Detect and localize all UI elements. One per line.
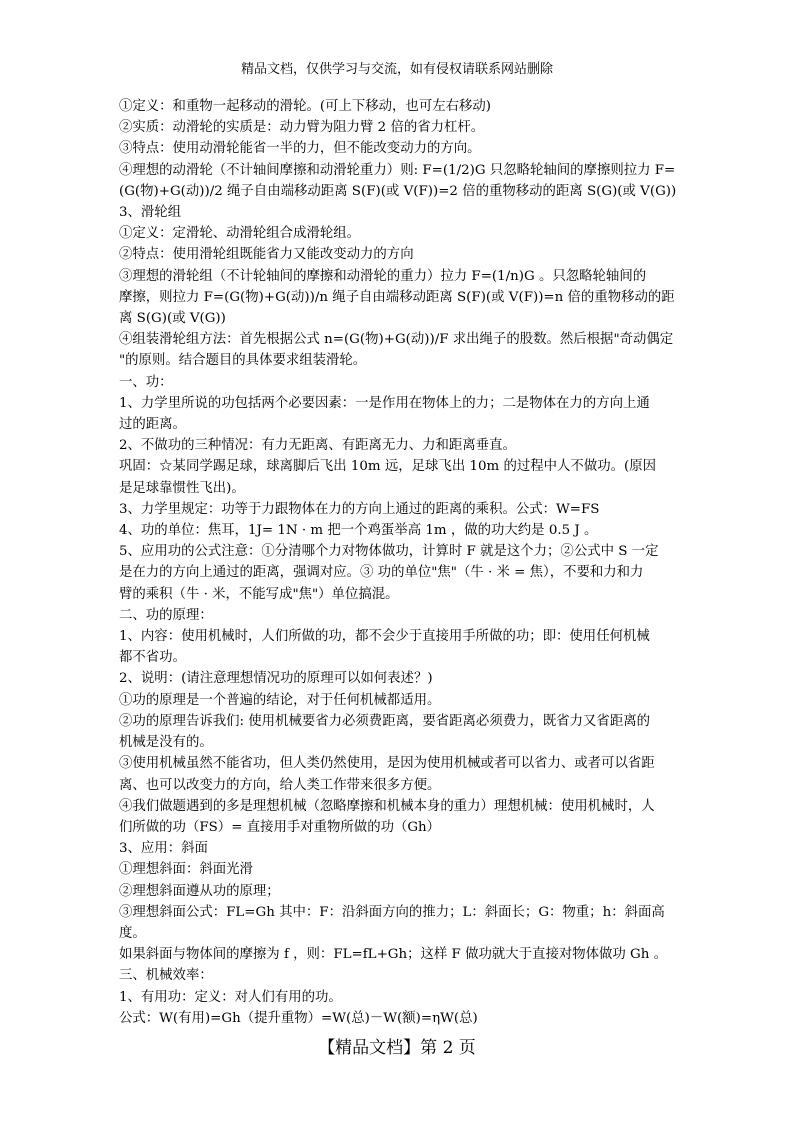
text-line: ④理想的动滑轮（不计轴间摩擦和动滑轮重力）则: F=(1/2)G 只忽略轮轴间的摩擦则拉力 F= bbox=[119, 162, 676, 178]
text-line: (G(物)+G(动))/2 绳子自由端移动距离 S(F)(或 V(F))=2 倍的重物移动的距离 S(G)(或 V(G)) bbox=[119, 183, 677, 199]
text-line: 巩固：☆某同学踢足球，球离脚后飞出 10m 远，足球飞出 10m 的过程中人不做功。(原因 bbox=[119, 459, 657, 475]
text-line: ②理想斜面遵从功的原理； bbox=[119, 883, 280, 899]
text-line: 3、力学里规定：功等于力跟物体在力的方向上通过的距离的乘积。公式：W=FS bbox=[119, 501, 600, 517]
text-line: 1、力学里所说的功包括两个必要因素：一是作用在物体上的力；二是物体在力的方向上通 bbox=[119, 395, 650, 411]
text-line: 公式：W(有用)=Gh（提升重物）=W(总)－W(额)=ηW(总) bbox=[119, 1010, 478, 1026]
section-heading: 一、功： bbox=[119, 374, 173, 390]
text-line: 2、不做功的三种情况：有力无距离、有距离无力、力和距离垂直。 bbox=[119, 438, 516, 454]
text-line: 摩擦，则拉力 F=(G(物)+G(动))/n 绳子自由端移动距离 S(F)(或 V(F))=n 倍的重物移动的距 bbox=[119, 289, 675, 305]
text-line: 都不省功。 bbox=[119, 650, 186, 666]
text-line: 如果斜面与物体间的摩擦为 f ，则：FL=fL+Gh；这样 F 做功就大于直接对物体做功 Gh 。 bbox=[119, 947, 668, 963]
page-footer: 【精品文档】第 2 页 bbox=[318, 1038, 476, 1058]
text-line: ①功的原理是一个普遍的结论，对于任何机械都适用。 bbox=[119, 692, 441, 708]
document-body bbox=[119, 96, 679, 1029]
text-line: 1、内容：使用机械时，人们所做的功，都不会少于直接用手所做的功；即：使用任何机械 bbox=[119, 629, 650, 645]
text-line: 离 S(G)(或 V(G)) bbox=[119, 311, 226, 327]
text-line: 臂的乘积（牛 · 米，不能写成"焦"）单位搞混。 bbox=[119, 586, 399, 602]
text-line: 5、应用功的公式注意：①分清哪个力对物体做功，计算时 F 就是这个力；②公式中 S 一定 bbox=[119, 544, 659, 560]
text-line: 2、说明：(请注意理想情况功的原理可以如何表述？) bbox=[119, 671, 433, 687]
page-header: 精品文档，仅供学习与交流，如有侵权请联系网站删除 bbox=[240, 62, 553, 77]
text-line: ①定义：和重物一起移动的滑轮。(可上下移动，也可左右移动) bbox=[119, 99, 491, 114]
text-line: ①理想斜面：斜面光滑 bbox=[119, 862, 253, 878]
text-line: ④组装滑轮组方法：首先根据公式 n=(G(物)+G(动))/F 求出绳子的股数。然后根据"奇动偶定 bbox=[119, 332, 674, 348]
section-heading: 3、滑轮组 bbox=[119, 205, 182, 221]
text-line: ②功的原理告诉我们: 使用机械要省力必须费距离，要省距离必须费力，既省力又省距离的 bbox=[119, 713, 650, 729]
text-line: ②实质：动滑轮的实质是：动力臂为阻力臂 2 倍的省力杠杆。 bbox=[119, 120, 485, 136]
section-heading: 3、应用：斜面 bbox=[119, 841, 208, 857]
text-line: ③理想的滑轮组（不计轮轴间的摩擦和动滑轮的重力）拉力 F=(1/n)G 。只忽略轮轴间的 bbox=[119, 268, 647, 284]
text-line: 离、也可以改变力的方向，给人类工作带来很多方便。 bbox=[119, 777, 441, 793]
text-line: "的原则。结合题目的具体要求组装滑轮。 bbox=[119, 353, 367, 369]
text-line: ②特点：使用滑轮组既能省力又能改变动力的方向 bbox=[119, 247, 414, 263]
text-line: ③特点：使用动滑轮能省一半的力，但不能改变动力的方向。 bbox=[119, 141, 481, 157]
text-line: ①定义：定滑轮、动滑轮组合成滑轮组。 bbox=[119, 226, 361, 242]
text-line: 机械是没有的。 bbox=[119, 735, 213, 751]
text-line: 们所做的功（FS）= 直接用手对重物所做的功（Gh） bbox=[119, 819, 441, 835]
text-line: 是在力的方向上通过的距离，强调对应。③ 功的单位"焦"（牛 · 米 = 焦），不要和力和力 bbox=[119, 565, 644, 581]
section-heading: 三、机械效率： bbox=[119, 968, 213, 984]
text-line: 度。 bbox=[119, 925, 146, 941]
section-heading: 二、功的原理： bbox=[119, 607, 213, 623]
text-line: 是足球靠惯性飞出)。 bbox=[119, 480, 245, 496]
text-line: ④我们做题遇到的多是理想机械（忽略摩擦和机械本身的重力）理想机械：使用机械时，人 bbox=[119, 798, 655, 814]
text-line: 1、有用功：定义：对人们有用的功。 bbox=[119, 989, 342, 1005]
text-line: 4、功的单位：焦耳，1J= 1N · m 把一个鸡蛋举高 1m ，做的功大约是 0.5 J 。 bbox=[119, 523, 598, 539]
text-line: 过的距离。 bbox=[119, 417, 186, 433]
text-line: ③使用机械虽然不能省功，但人类仍然使用，是因为使用机械或者可以省力、或者可以省距 bbox=[119, 756, 655, 772]
text-line: ③理想斜面公式：FL=Gh 其中：F：沿斜面方向的推力；L：斜面长；G：物重；h：斜面高 bbox=[119, 904, 665, 920]
